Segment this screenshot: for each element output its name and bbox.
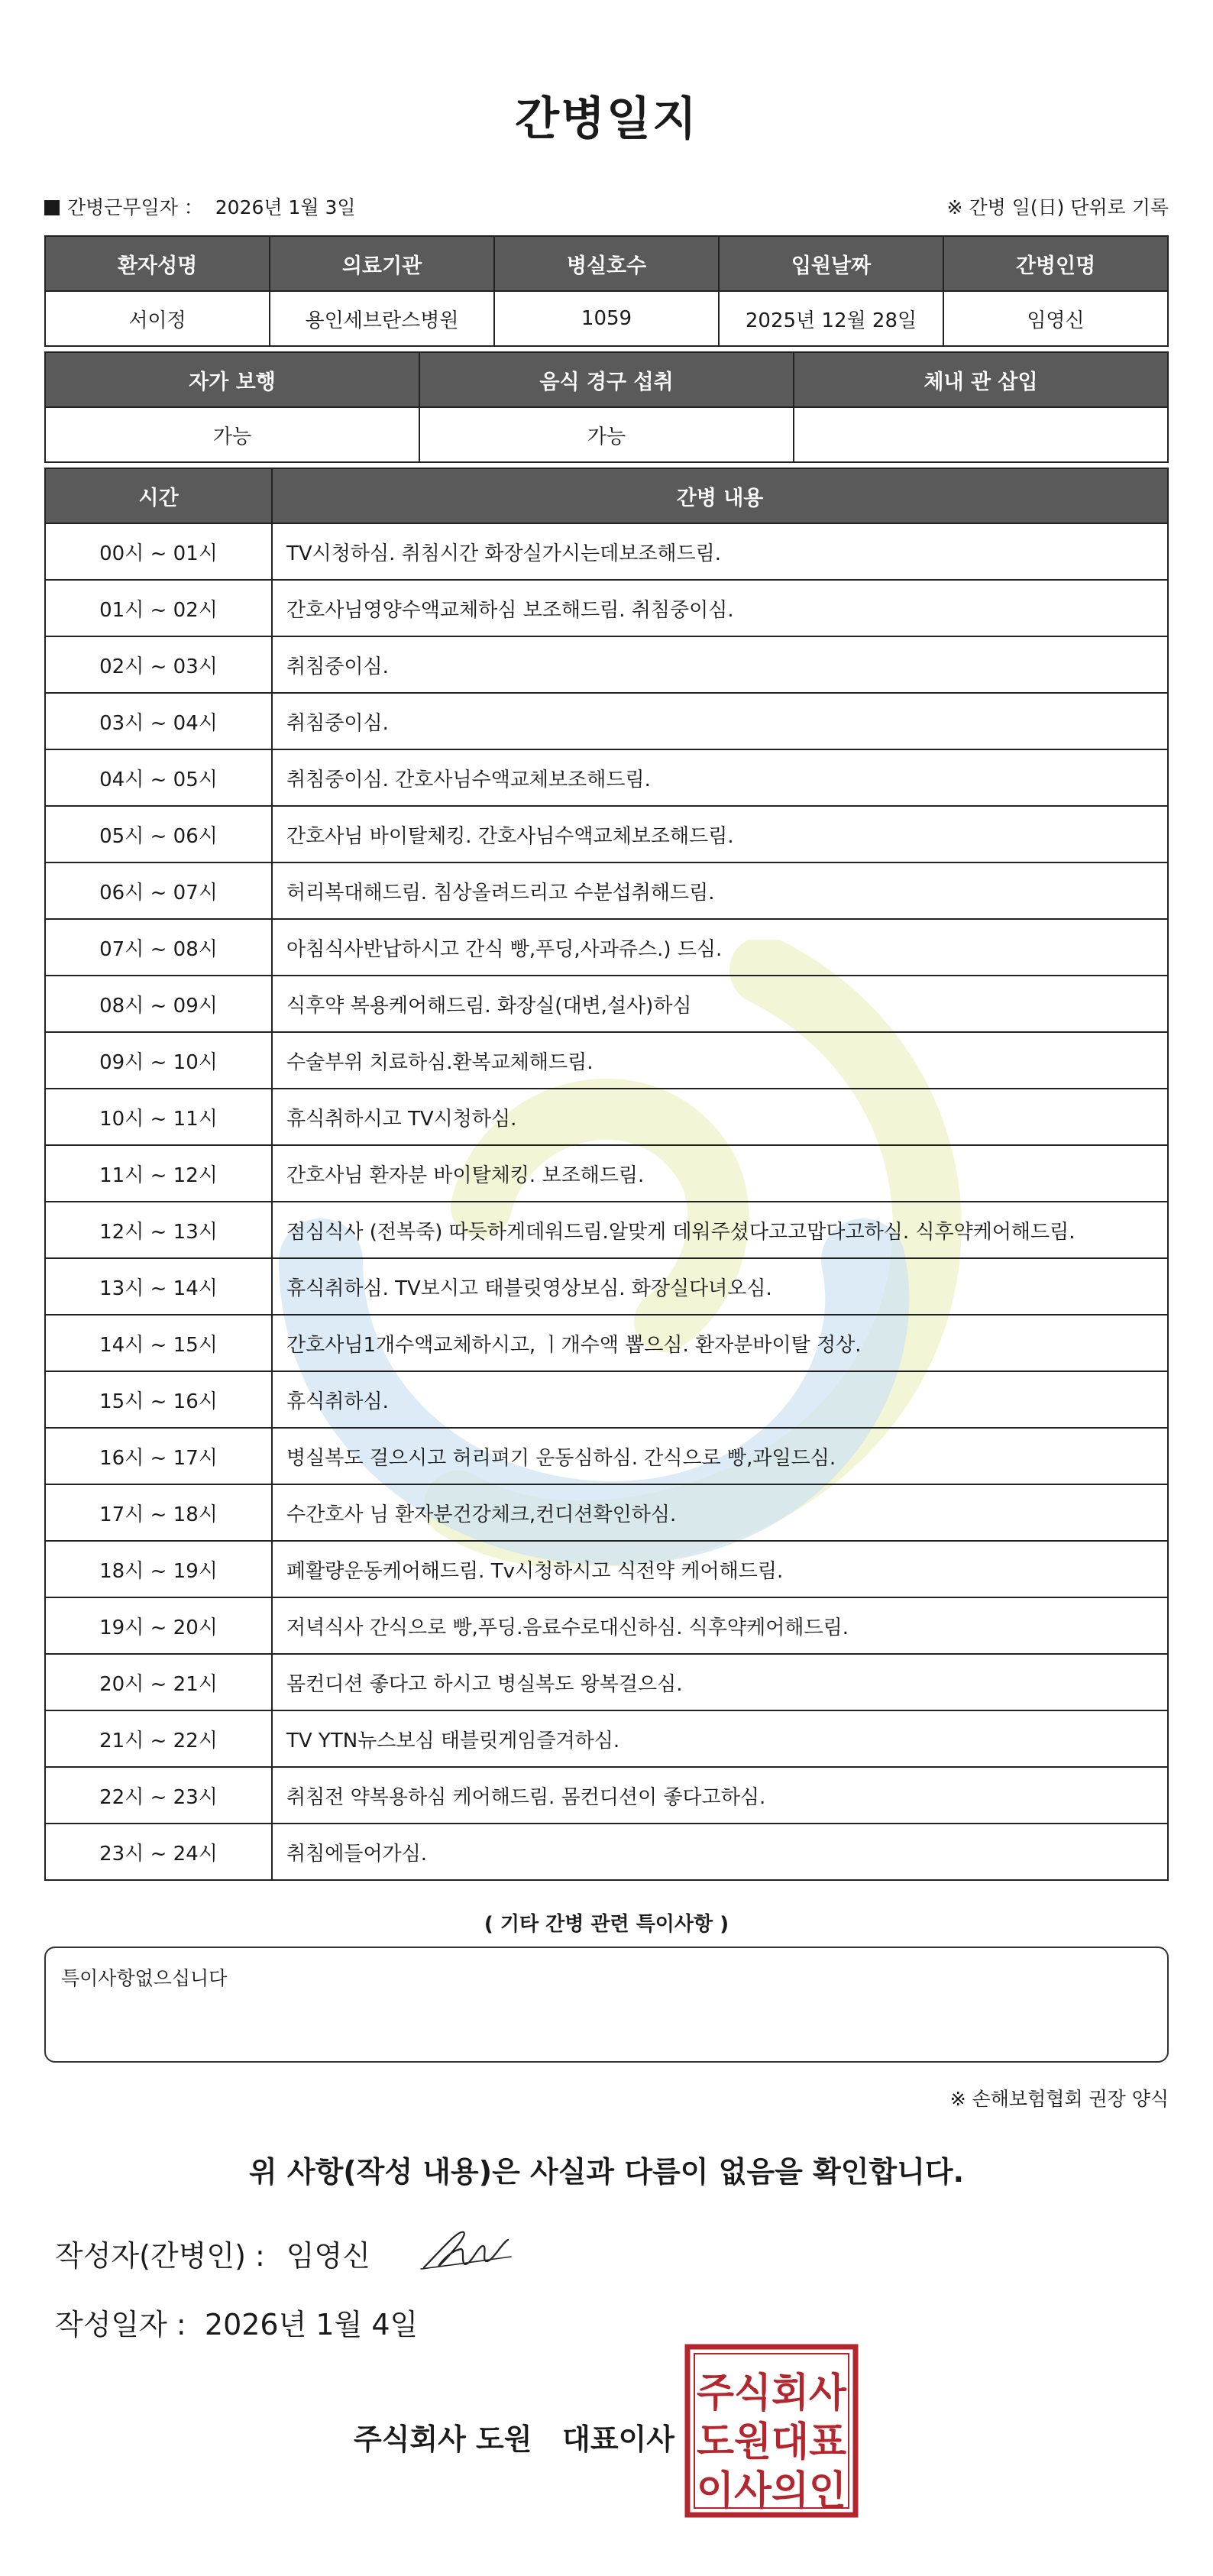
log-care: TV YTN뉴스보심 태블릿게임즐겨하심. [272, 1710, 1168, 1767]
log-care: 점심식사 (전복죽) 따듯하게데워드림.알맞게 데워주셨다고고맙다고하심. 식후약케어해드림. [272, 1202, 1168, 1258]
table-row [45, 1824, 1168, 1880]
table-row [45, 976, 1168, 1032]
table-row [45, 1654, 1168, 1710]
table-row [45, 636, 1168, 693]
table-row [45, 523, 1168, 580]
log-time: 13시 ~ 14시 [45, 1258, 272, 1315]
log-time: 06시 ~ 07시 [45, 862, 272, 919]
log-time: 14시 ~ 15시 [45, 1315, 272, 1371]
care-log-table [44, 468, 1169, 1881]
log-care: 간호사님1개수액교체하시고, ㅣ개수액 뽑으심. 환자분바이탈 정상. [272, 1315, 1168, 1371]
header-care-content: 간병 내용 [272, 468, 1168, 523]
log-time: 11시 ~ 12시 [45, 1145, 272, 1202]
log-care: 취침중이심. 간호사님수액교체보조해드림. [272, 749, 1168, 806]
written-date-label: 작성일자 : [55, 2308, 186, 2341]
log-time: 16시 ~ 17시 [45, 1428, 272, 1484]
oral-intake-value: 가능 [419, 407, 794, 462]
header-oral-intake: 음식 경구 섭취 [419, 352, 794, 407]
log-care: 간호사님영양수액교체하심 보조해드림. 취침중이심. [272, 580, 1168, 636]
table-row [45, 1315, 1168, 1371]
header-walking: 자가 보행 [45, 352, 419, 407]
log-time: 05시 ~ 06시 [45, 806, 272, 862]
patient-info-table [44, 235, 1169, 347]
table-row [45, 693, 1168, 749]
company-seal-icon [684, 2344, 859, 2518]
header-room: 병실호수 [494, 236, 719, 291]
log-time: 21시 ~ 22시 [45, 1710, 272, 1767]
confirm-statement: 위 사항(작성 내용)은 사실과 다름이 없음을 확인합니다. [248, 2155, 965, 2189]
log-care: 수술부위 치료하심.환복교체해드림. [272, 1032, 1168, 1089]
log-care: 취침중이심. [272, 693, 1168, 749]
square-bullet-icon [44, 200, 60, 215]
log-care: 취침중이심. [272, 636, 1168, 693]
log-care: 폐활량운동케어해드림. Tv시청하시고 식전약 케어해드림. [272, 1541, 1168, 1597]
ability-header-row [45, 352, 1168, 407]
log-care: 휴식취하심. [272, 1371, 1168, 1428]
log-time: 02시 ~ 03시 [45, 636, 272, 693]
hospital-name: 용인세브란스병원 [270, 291, 494, 346]
meta-row [44, 193, 1169, 223]
ability-table [44, 351, 1169, 463]
patient-name: 서이정 [45, 291, 270, 346]
table-row [45, 1371, 1168, 1428]
patient-header-row [45, 236, 1168, 291]
special-notes-title: ( 기타 간병 관련 특이사항 ) [484, 1913, 729, 1936]
table-row [45, 862, 1168, 919]
header-admit-date: 입원날짜 [719, 236, 943, 291]
table-row [45, 1767, 1168, 1824]
recommend-note: ※ 손해보험협회 권장 양식 [949, 2088, 1169, 2110]
seal-line-1: 주식회사 [697, 2371, 847, 2416]
table-row [45, 1541, 1168, 1597]
log-care: 취침전 약복용하심 케어해드림. 몸컨디션이 좋다고하심. [272, 1767, 1168, 1824]
header-patient-name: 환자성명 [45, 236, 270, 291]
log-care: 간호사님 바이탈체킹. 간호사님수액교체보조해드림. [272, 806, 1168, 862]
table-row [45, 1089, 1168, 1145]
ability-value-row [45, 407, 1168, 462]
patient-value-row [45, 291, 1168, 346]
admit-date: 2025년 12월 28일 [719, 291, 943, 346]
log-care: 간호사님 환자분 바이탈체킹. 보조해드림. [272, 1145, 1168, 1202]
log-care: 수간호사 님 환자분건강체크,컨디션확인하심. [272, 1484, 1168, 1541]
log-time: 17시 ~ 18시 [45, 1484, 272, 1541]
special-notes-box: 특이사항없으십니다 [44, 1947, 1169, 2063]
signature-icon [416, 2222, 516, 2275]
writer-line [55, 2232, 370, 2274]
log-care: 취침에들어가심. [272, 1824, 1168, 1880]
table-row [45, 580, 1168, 636]
log-care: 몸컨디션 좋다고 하시고 병실복도 왕복걸으심. [272, 1654, 1168, 1710]
log-time: 22시 ~ 23시 [45, 1767, 272, 1824]
log-time: 23시 ~ 24시 [45, 1824, 272, 1880]
log-time: 07시 ~ 08시 [45, 919, 272, 976]
table-row [45, 1202, 1168, 1258]
header-hospital: 의료기관 [270, 236, 494, 291]
tube-value [794, 407, 1168, 462]
seal-line-2: 도원대표 [697, 2419, 846, 2465]
log-time: 08시 ~ 09시 [45, 976, 272, 1032]
table-row [45, 1258, 1168, 1315]
log-time: 00시 ~ 01시 [45, 523, 272, 580]
log-time: 19시 ~ 20시 [45, 1597, 272, 1654]
room-number: 1059 [494, 291, 719, 346]
log-time: 01시 ~ 02시 [45, 580, 272, 636]
table-row [45, 1710, 1168, 1767]
caregiver-name: 임영신 [943, 291, 1168, 346]
written-date-value: 2026년 1월 4일 [204, 2308, 419, 2341]
header-time: 시간 [45, 468, 272, 523]
log-time: 03시 ~ 04시 [45, 693, 272, 749]
log-care: TV시청하심. 취침시간 화장실가시는데보조해드림. [272, 523, 1168, 580]
log-care: 휴식취하시고 TV시청하심. [272, 1089, 1168, 1145]
page-title: 간병일지 [515, 92, 698, 146]
log-care: 식후약 복용케어해드림. 화장실(대변,설사)하심 [272, 976, 1168, 1032]
log-care: 휴식취하심. TV보시고 태블릿영상보심. 화장실다녀오심. [272, 1258, 1168, 1315]
log-time: 10시 ~ 11시 [45, 1089, 272, 1145]
table-row [45, 806, 1168, 862]
log-time: 04시 ~ 05시 [45, 749, 272, 806]
log-time: 09시 ~ 10시 [45, 1032, 272, 1089]
log-time: 18시 ~ 19시 [45, 1541, 272, 1597]
header-tube: 체내 관 삽입 [794, 352, 1168, 407]
log-time: 20시 ~ 21시 [45, 1654, 272, 1710]
table-row [45, 919, 1168, 976]
log-care: 병실복도 걸으시고 허리펴기 운동심하심. 간식으로 빵,과일드심. [272, 1428, 1168, 1484]
table-row [45, 1428, 1168, 1484]
log-header-row [45, 468, 1168, 523]
writer-name: 임영신 [286, 2239, 370, 2273]
seal-line-3: 이사의인 [697, 2468, 846, 2514]
company-name: 주식회사 도원 대표이사 [354, 2422, 674, 2456]
unit-note: ※ 간병 일(日) 단위로 기록 [946, 196, 1169, 218]
log-time: 12시 ~ 13시 [45, 1202, 272, 1258]
log-care: 저녁식사 간식으로 빵,푸딩.음료수로대신하심. 식후약케어해드림. [272, 1597, 1168, 1654]
table-row [45, 1484, 1168, 1541]
log-time: 15시 ~ 16시 [45, 1371, 272, 1428]
table-row [45, 1145, 1168, 1202]
walking-value: 가능 [45, 407, 419, 462]
written-date-line [55, 2301, 418, 2343]
work-date [44, 193, 356, 220]
log-care: 허리복대해드림. 침상올려드리고 수분섭취해드림. [272, 862, 1168, 919]
table-row [45, 1032, 1168, 1089]
log-care: 아침식사반납하시고 간식 빵,푸딩,사과쥬스.) 드심. [272, 919, 1168, 976]
table-row [45, 1597, 1168, 1654]
writer-label: 작성자(간병인) : [55, 2239, 265, 2273]
table-row [45, 749, 1168, 806]
work-date-value: 2026년 1월 3일 [215, 196, 356, 218]
header-caregiver: 간병인명 [943, 236, 1168, 291]
work-date-label: 간병근무일자 ： [67, 196, 203, 218]
